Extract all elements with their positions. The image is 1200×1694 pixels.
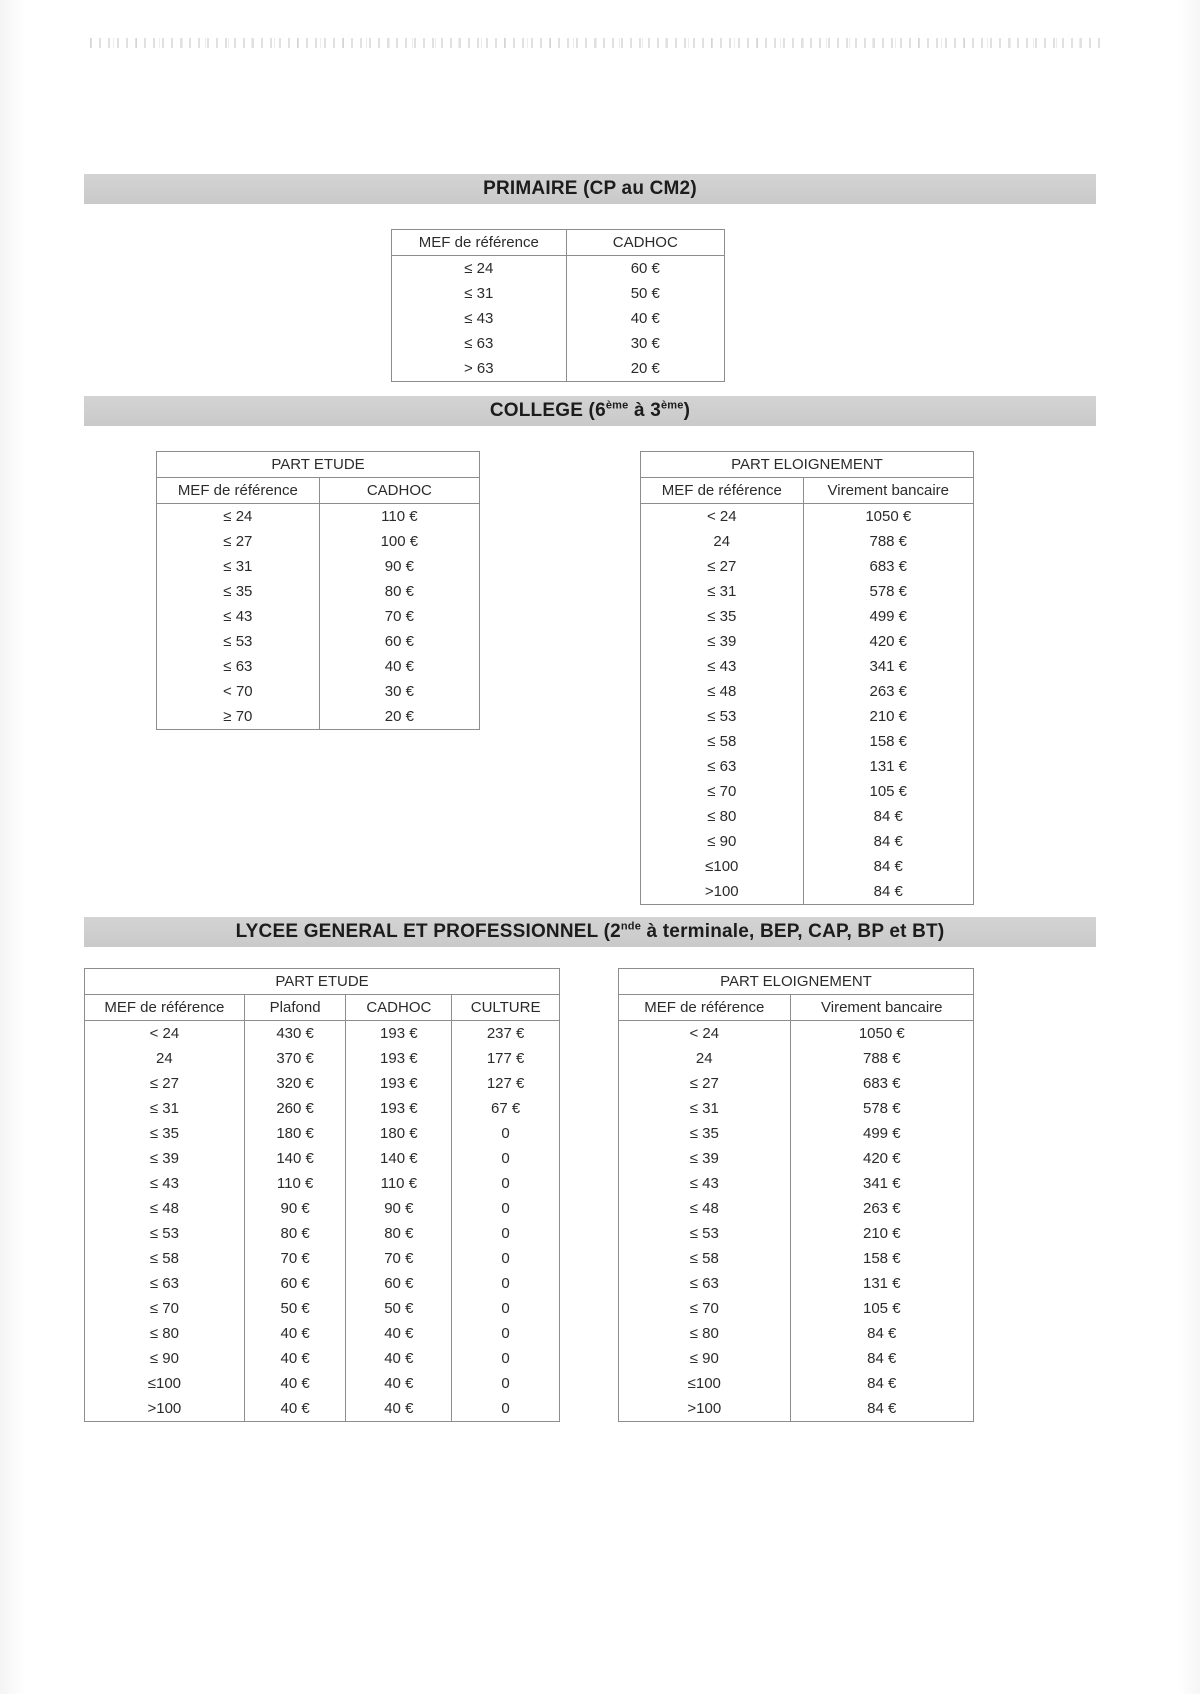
- cell-mef: ≥ 70: [157, 704, 320, 730]
- cell-virement: 578 €: [803, 579, 973, 604]
- cell-mef: < 24: [85, 1021, 245, 1047]
- table-row: [85, 1046, 560, 1071]
- cell-cadhoc: 90 €: [319, 554, 479, 579]
- cell-plafond: 40 €: [244, 1371, 346, 1396]
- table-row: [85, 1171, 560, 1196]
- section-title-college: [490, 400, 690, 422]
- cell-mef: ≤ 90: [641, 829, 804, 854]
- table-row: [619, 1396, 974, 1422]
- table-row: [641, 779, 974, 804]
- col-header-virement-bancaire: Virement bancaire: [790, 995, 973, 1021]
- cell-plafond: 40 €: [244, 1321, 346, 1346]
- cell-virement: 131 €: [790, 1271, 973, 1296]
- cell-plafond: 180 €: [244, 1121, 346, 1146]
- table-row: [85, 1246, 560, 1271]
- cell-mef: ≤ 35: [641, 604, 804, 629]
- cell-cadhoc: 90 €: [346, 1196, 452, 1221]
- cell-culture: 67 €: [452, 1096, 560, 1121]
- cell-mef: ≤ 24: [157, 504, 320, 530]
- table-row: [641, 879, 974, 905]
- group-header-part-eloignement: PART ELOIGNEMENT: [619, 969, 974, 995]
- group-header-part-eloignement: PART ELOIGNEMENT: [641, 452, 974, 478]
- section-title-lycee: [236, 921, 945, 943]
- table-row: [641, 579, 974, 604]
- table-row: [619, 1321, 974, 1346]
- cell-mef: ≤ 58: [619, 1246, 791, 1271]
- table-college-eloignement-head: [641, 452, 974, 504]
- cell-culture: 0: [452, 1346, 560, 1371]
- cell-mef: ≤ 53: [157, 629, 320, 654]
- cell-mef: ≤ 70: [85, 1296, 245, 1321]
- cell-virement: 788 €: [790, 1046, 973, 1071]
- cell-mef: ≤ 80: [641, 804, 804, 829]
- table-row: [157, 654, 480, 679]
- table-primaire-body: [392, 256, 725, 382]
- cell-mef: >100: [85, 1396, 245, 1422]
- cell-mef: ≤100: [641, 854, 804, 879]
- cell-plafond: 40 €: [244, 1396, 346, 1422]
- cell-plafond: 140 €: [244, 1146, 346, 1171]
- cell-mef: 24: [641, 529, 804, 554]
- cell-mef: ≤ 63: [619, 1271, 791, 1296]
- cell-mef: ≤ 80: [619, 1321, 791, 1346]
- cell-mef: ≤100: [85, 1371, 245, 1396]
- cell-mef: ≤ 58: [641, 729, 804, 754]
- cell-virement: 158 €: [790, 1246, 973, 1271]
- col-header-cadhoc: CADHOC: [319, 478, 479, 504]
- cell-mef: ≤ 43: [157, 604, 320, 629]
- table-row: [619, 1221, 974, 1246]
- col-header-plafond: Plafond: [244, 995, 346, 1021]
- cell-plafond: 320 €: [244, 1071, 346, 1096]
- cell-culture: 0: [452, 1246, 560, 1271]
- cell-mef: ≤ 80: [85, 1321, 245, 1346]
- cell-virement: 84 €: [790, 1371, 973, 1396]
- section-title-lycee-end: à terminale, BEP, CAP, BP et BT): [641, 921, 945, 942]
- cell-plafond: 430 €: [244, 1021, 346, 1047]
- cell-mef: ≤ 27: [619, 1071, 791, 1096]
- table-row: [619, 1071, 974, 1096]
- cell-mef: ≤ 63: [392, 331, 567, 356]
- cell-virement: 1050 €: [790, 1021, 973, 1047]
- table-row: [619, 1121, 974, 1146]
- table-row: [641, 829, 974, 854]
- cell-cadhoc: 30 €: [319, 679, 479, 704]
- cell-virement: 420 €: [803, 629, 973, 654]
- cell-culture: 127 €: [452, 1071, 560, 1096]
- cell-mef: ≤ 70: [641, 779, 804, 804]
- table-lycee-etude-body: [85, 1021, 560, 1422]
- table-row: [641, 604, 974, 629]
- cell-cadhoc: 60 €: [346, 1271, 452, 1296]
- cell-virement: 84 €: [790, 1396, 973, 1422]
- group-header-part-etude: PART ETUDE: [85, 969, 560, 995]
- table-row: [619, 1246, 974, 1271]
- table-row: [85, 1271, 560, 1296]
- cell-culture: 0: [452, 1121, 560, 1146]
- cell-mef: ≤ 35: [619, 1121, 791, 1146]
- cell-cadhoc: 70 €: [346, 1246, 452, 1271]
- table-row: [392, 356, 725, 382]
- section-title-college-main: COLLEGE (6: [489, 400, 606, 421]
- cell-mef: >100: [641, 879, 804, 905]
- cell-plafond: 370 €: [244, 1046, 346, 1071]
- cell-cadhoc: 110 €: [319, 504, 479, 530]
- cell-cadhoc: 193 €: [346, 1096, 452, 1121]
- table-row: [157, 529, 480, 554]
- cell-culture: 0: [452, 1296, 560, 1321]
- table-group-header-row: [157, 452, 480, 478]
- cell-cadhoc: 70 €: [319, 604, 479, 629]
- cell-virement: 84 €: [803, 854, 973, 879]
- cell-virement: 84 €: [803, 804, 973, 829]
- cell-mef: 24: [85, 1046, 245, 1071]
- table-row: [157, 629, 480, 654]
- cell-plafond: 60 €: [244, 1271, 346, 1296]
- table-row: [85, 1321, 560, 1346]
- cell-virement: 84 €: [803, 829, 973, 854]
- cell-cadhoc: 180 €: [346, 1121, 452, 1146]
- cell-virement: 105 €: [803, 779, 973, 804]
- table-row: [641, 654, 974, 679]
- cell-cadhoc: 50 €: [566, 281, 724, 306]
- table-row: [157, 504, 480, 530]
- cell-virement: 263 €: [790, 1196, 973, 1221]
- page-edge-shadow-left: [0, 0, 26, 1694]
- table-row: [85, 1096, 560, 1121]
- cell-culture: 0: [452, 1196, 560, 1221]
- table-row: [641, 804, 974, 829]
- table-row: [85, 1296, 560, 1321]
- section-title-college-end: ): [683, 400, 691, 421]
- section-title-college-sup1: ème: [605, 399, 629, 412]
- cell-virement: 420 €: [790, 1146, 973, 1171]
- table-group-header-row: [619, 969, 974, 995]
- table-row: [392, 331, 725, 356]
- table-row: [619, 1296, 974, 1321]
- cell-mef: ≤ 63: [157, 654, 320, 679]
- col-header-culture: CULTURE: [452, 995, 560, 1021]
- table-college-etude-body: [157, 504, 480, 730]
- cell-virement: 341 €: [790, 1171, 973, 1196]
- cell-mef: ≤ 58: [85, 1246, 245, 1271]
- cell-plafond: 40 €: [244, 1346, 346, 1371]
- col-header-mef: MEF de référence: [85, 995, 245, 1021]
- col-header-cadhoc: CADHOC: [566, 230, 724, 256]
- cell-virement: 683 €: [790, 1071, 973, 1096]
- cell-virement: 84 €: [790, 1346, 973, 1371]
- table-header-row: [641, 478, 974, 504]
- cell-mef: ≤ 43: [392, 306, 567, 331]
- cell-culture: 177 €: [452, 1046, 560, 1071]
- cell-virement: 1050 €: [803, 504, 973, 530]
- table-row: [641, 704, 974, 729]
- table-header-row: [619, 995, 974, 1021]
- cell-cadhoc: 40 €: [346, 1396, 452, 1422]
- table-row: [392, 306, 725, 331]
- group-header-part-etude: PART ETUDE: [157, 452, 480, 478]
- cell-mef: ≤ 39: [85, 1146, 245, 1171]
- table-row: [641, 679, 974, 704]
- table-row: [157, 704, 480, 730]
- cell-mef: ≤ 39: [641, 629, 804, 654]
- table-college-part-etude: [156, 451, 480, 730]
- cell-culture: 237 €: [452, 1021, 560, 1047]
- table-lycee-etude-head: [85, 969, 560, 1021]
- cell-cadhoc: 193 €: [346, 1071, 452, 1096]
- cell-culture: 0: [452, 1396, 560, 1422]
- cell-virement: 84 €: [790, 1321, 973, 1346]
- table-row: [157, 579, 480, 604]
- section-title-college-sup2: ème: [660, 399, 684, 412]
- table-row: [85, 1146, 560, 1171]
- cell-virement: 578 €: [790, 1096, 973, 1121]
- cell-mef: < 24: [619, 1021, 791, 1047]
- cell-cadhoc: 30 €: [566, 331, 724, 356]
- cell-cadhoc: 80 €: [346, 1221, 452, 1246]
- table-row: [392, 281, 725, 306]
- cell-virement: 105 €: [790, 1296, 973, 1321]
- table-header-row: [392, 230, 725, 256]
- table-row: [157, 604, 480, 629]
- cell-mef: ≤ 43: [85, 1171, 245, 1196]
- section-banner-college: [84, 396, 1096, 426]
- table-row: [641, 629, 974, 654]
- cell-mef: ≤ 43: [619, 1171, 791, 1196]
- cell-plafond: 90 €: [244, 1196, 346, 1221]
- col-header-virement-bancaire: Virement bancaire: [803, 478, 973, 504]
- cell-mef: ≤ 48: [85, 1196, 245, 1221]
- cell-mef: 24: [619, 1046, 791, 1071]
- table-primaire-head: [392, 230, 725, 256]
- cell-plafond: 260 €: [244, 1096, 346, 1121]
- cell-mef: > 63: [392, 356, 567, 382]
- section-title-lycee-sup1: nde: [620, 920, 642, 933]
- cell-cadhoc: 40 €: [346, 1371, 452, 1396]
- cell-mef: ≤100: [619, 1371, 791, 1396]
- table-lycee-eloignement-head: [619, 969, 974, 1021]
- table-row: [157, 679, 480, 704]
- table-row: [392, 256, 725, 282]
- cell-mef: ≤ 27: [157, 529, 320, 554]
- cell-virement: 210 €: [803, 704, 973, 729]
- table-header-row: [85, 995, 560, 1021]
- cell-culture: 0: [452, 1371, 560, 1396]
- cell-cadhoc: 60 €: [319, 629, 479, 654]
- cell-mef: ≤ 27: [85, 1071, 245, 1096]
- cell-mef: ≤ 24: [392, 256, 567, 282]
- table-row: [85, 1021, 560, 1047]
- cell-cadhoc: 40 €: [566, 306, 724, 331]
- cell-mef: ≤ 63: [641, 754, 804, 779]
- cell-cadhoc: 100 €: [319, 529, 479, 554]
- table-lycee-part-eloignement: [618, 968, 974, 1422]
- cell-virement: 263 €: [803, 679, 973, 704]
- table-row: [619, 1346, 974, 1371]
- cell-mef: ≤ 31: [619, 1096, 791, 1121]
- cell-cadhoc: 50 €: [346, 1296, 452, 1321]
- cell-mef: ≤ 90: [619, 1346, 791, 1371]
- table-row: [641, 729, 974, 754]
- cell-mef: ≤ 53: [641, 704, 804, 729]
- cell-mef: ≤ 35: [85, 1121, 245, 1146]
- cell-culture: 0: [452, 1321, 560, 1346]
- cell-culture: 0: [452, 1146, 560, 1171]
- table-row: [619, 1371, 974, 1396]
- table-college-part-eloignement: [640, 451, 974, 905]
- cell-virement: 84 €: [803, 879, 973, 905]
- cell-culture: 0: [452, 1171, 560, 1196]
- cell-cadhoc: 20 €: [319, 704, 479, 730]
- table-college-etude-head: [157, 452, 480, 504]
- page-edge-shadow-right: [1178, 0, 1200, 1694]
- table-row: [619, 1271, 974, 1296]
- cell-virement: 499 €: [803, 604, 973, 629]
- table-row: [157, 554, 480, 579]
- table-row: [85, 1221, 560, 1246]
- cell-mef: ≤ 90: [85, 1346, 245, 1371]
- cell-cadhoc: 20 €: [566, 356, 724, 382]
- table-row: [641, 754, 974, 779]
- cell-virement: 788 €: [803, 529, 973, 554]
- table-row: [619, 1196, 974, 1221]
- cell-cadhoc: 193 €: [346, 1046, 452, 1071]
- cell-virement: 158 €: [803, 729, 973, 754]
- cell-cadhoc: 60 €: [566, 256, 724, 282]
- cell-cadhoc: 110 €: [346, 1171, 452, 1196]
- cell-mef: ≤ 48: [641, 679, 804, 704]
- table-row: [619, 1096, 974, 1121]
- cell-mef: ≤ 39: [619, 1146, 791, 1171]
- section-title-college-mid: à 3: [628, 400, 661, 421]
- cell-cadhoc: 40 €: [319, 654, 479, 679]
- col-header-mef: MEF de référence: [392, 230, 567, 256]
- table-college-eloignement-body: [641, 504, 974, 905]
- cell-virement: 131 €: [803, 754, 973, 779]
- cell-mef: ≤ 31: [157, 554, 320, 579]
- cell-plafond: 110 €: [244, 1171, 346, 1196]
- table-group-header-row: [85, 969, 560, 995]
- table-row: [85, 1121, 560, 1146]
- table-row: [85, 1371, 560, 1396]
- cell-mef: ≤ 31: [85, 1096, 245, 1121]
- table-row: [641, 554, 974, 579]
- col-header-mef: MEF de référence: [157, 478, 320, 504]
- table-row: [85, 1196, 560, 1221]
- cell-plafond: 80 €: [244, 1221, 346, 1246]
- cell-mef: ≤ 48: [619, 1196, 791, 1221]
- cell-mef: ≤ 63: [85, 1271, 245, 1296]
- cell-cadhoc: 40 €: [346, 1321, 452, 1346]
- cell-plafond: 50 €: [244, 1296, 346, 1321]
- cell-cadhoc: 40 €: [346, 1346, 452, 1371]
- cell-mef: < 70: [157, 679, 320, 704]
- section-title-lycee-main: LYCEE GENERAL ET PROFESSIONNEL (2: [235, 921, 621, 942]
- cell-mef: ≤ 53: [85, 1221, 245, 1246]
- table-lycee-eloignement-body: [619, 1021, 974, 1422]
- cell-mef: ≤ 53: [619, 1221, 791, 1246]
- table-row: [85, 1396, 560, 1422]
- col-header-mef: MEF de référence: [641, 478, 804, 504]
- cell-virement: 341 €: [803, 654, 973, 679]
- col-header-cadhoc: CADHOC: [346, 995, 452, 1021]
- table-row: [619, 1021, 974, 1047]
- cell-cadhoc: 140 €: [346, 1146, 452, 1171]
- table-row: [641, 854, 974, 879]
- cell-mef: >100: [619, 1396, 791, 1422]
- section-banner-lycee: [84, 917, 1096, 947]
- table-row: [641, 504, 974, 530]
- table-lycee-part-etude: [84, 968, 560, 1422]
- cell-mef: ≤ 27: [641, 554, 804, 579]
- table-row: [619, 1146, 974, 1171]
- cell-virement: 499 €: [790, 1121, 973, 1146]
- cell-cadhoc: 80 €: [319, 579, 479, 604]
- cell-virement: 210 €: [790, 1221, 973, 1246]
- table-row: [619, 1171, 974, 1196]
- cell-mef: ≤ 31: [392, 281, 567, 306]
- table-row: [641, 529, 974, 554]
- table-row: [85, 1346, 560, 1371]
- cell-mef: ≤ 35: [157, 579, 320, 604]
- table-header-row: [157, 478, 480, 504]
- section-banner-primaire: [84, 174, 1096, 204]
- section-title-primaire: PRIMAIRE (CP au CM2): [483, 178, 697, 199]
- table-row: [85, 1071, 560, 1096]
- cell-mef: < 24: [641, 504, 804, 530]
- cell-mef: ≤ 43: [641, 654, 804, 679]
- table-row: [619, 1046, 974, 1071]
- table-primaire: [391, 229, 725, 382]
- col-header-mef: MEF de référence: [619, 995, 791, 1021]
- cell-mef: ≤ 31: [641, 579, 804, 604]
- scan-artifact: [90, 38, 1100, 48]
- cell-mef: ≤ 70: [619, 1296, 791, 1321]
- cell-virement: 683 €: [803, 554, 973, 579]
- cell-culture: 0: [452, 1221, 560, 1246]
- table-group-header-row: [641, 452, 974, 478]
- cell-culture: 0: [452, 1271, 560, 1296]
- cell-cadhoc: 193 €: [346, 1021, 452, 1047]
- cell-plafond: 70 €: [244, 1246, 346, 1271]
